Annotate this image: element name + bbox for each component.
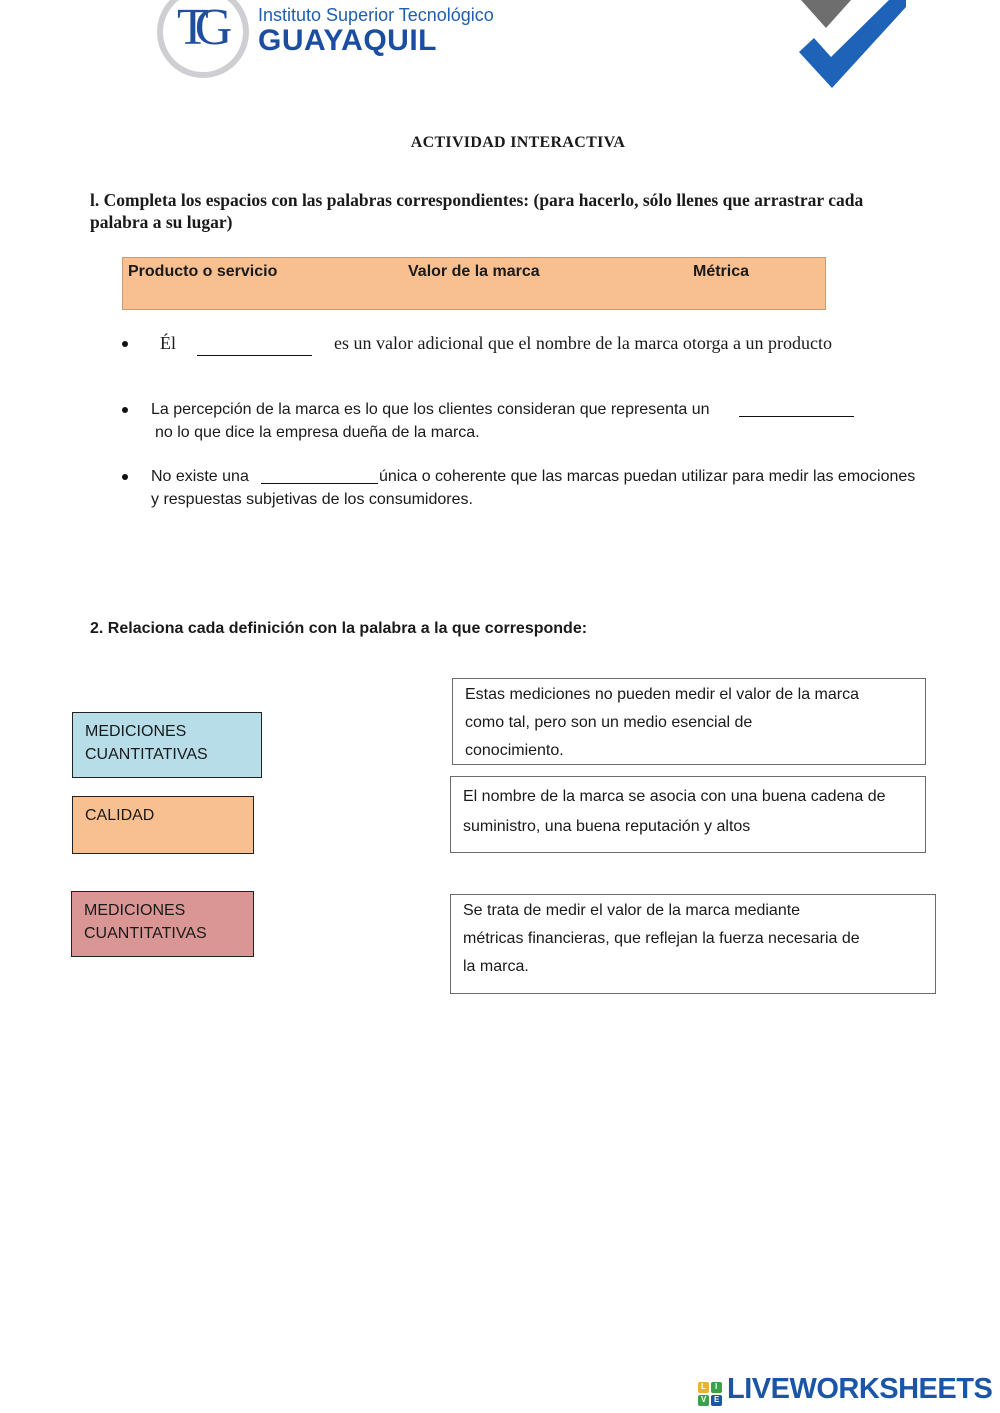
icon-letter: V	[701, 1395, 707, 1404]
item3-line2: y respuestas subjetivas de los consumidores.	[151, 491, 473, 508]
item1-after: es un valor adicional que el nombre de la marca otorga a un producto	[334, 333, 832, 353]
term-line: CUANTITATIVAS	[85, 746, 208, 763]
item2-line1: La percepción de la marca es lo que los clientes consideran que representa un	[151, 401, 710, 418]
page-title: ACTIVIDAD INTERACTIVA	[410, 134, 626, 151]
definition-line: la marca.	[463, 958, 529, 975]
item3-before: No existe una	[151, 468, 249, 485]
liveworksheets-brand: LIVEWORKSHEETS	[727, 1373, 993, 1405]
definition-line: suministro, una buena reputación y altos	[463, 818, 751, 835]
definition-line: Se trata de medir el valor de la marca mediante	[463, 902, 801, 919]
blank-field[interactable]	[261, 483, 378, 484]
blank-field[interactable]	[739, 416, 854, 417]
section2-instruction: 2. Relaciona cada definición con la palabra a la que corresponde:	[90, 620, 588, 637]
term-card-mediciones-cuantitativas-2[interactable]	[71, 891, 254, 957]
definition-box-2[interactable]	[450, 776, 926, 853]
institute-line: Instituto Superior Tecnológico	[258, 5, 494, 25]
term-card-mediciones-cuantitativas[interactable]	[72, 712, 262, 778]
definition-line: como tal, pero son un medio esencial de	[465, 714, 753, 731]
institute-logo	[157, 0, 249, 78]
checkmark-icon	[796, 0, 916, 95]
term-line: MEDICIONES	[84, 902, 186, 919]
term-line: CALIDAD	[85, 807, 155, 824]
definition-line: El nombre de la marca se asocia con una buena cadena de	[463, 788, 886, 805]
liveworksheets-icon	[698, 1382, 722, 1406]
word-bank-item[interactable]: Valor de la marca	[408, 263, 540, 280]
definition-box-1[interactable]	[452, 678, 926, 765]
item3-after: única o coherente que las marcas puedan utilizar para medir las emociones	[379, 468, 916, 485]
word-bank-item[interactable]: Producto o servicio	[128, 263, 278, 280]
word-bank-item[interactable]: Métrica	[693, 263, 750, 280]
institute-name: GUAYAQUIL	[258, 24, 437, 57]
definition-line: conocimiento.	[465, 742, 564, 759]
item1-before: Él	[160, 333, 176, 353]
term-card-calidad[interactable]	[72, 796, 254, 854]
section1-instruction: l. Completa los espacios con las palabras correspondientes: (para hacerlo, sólo llenes que arrastrar cada palabra a su lugar)	[90, 190, 864, 232]
term-line: MEDICIONES	[85, 723, 187, 740]
definition-line: Estas mediciones no pueden medir el valor de la marca	[465, 686, 859, 703]
definition-line: métricas financieras, que reflejan la fuerza necesaria de	[463, 930, 860, 947]
icon-letter: I	[715, 1382, 718, 1391]
word-bank	[122, 257, 826, 310]
definition-box-3[interactable]	[450, 894, 936, 994]
icon-letter: E	[714, 1395, 720, 1404]
blank-field[interactable]	[197, 355, 312, 356]
logo-monogram: TG	[177, 0, 219, 56]
term-line: CUANTITATIVAS	[84, 925, 207, 942]
bullet	[122, 474, 128, 480]
icon-letter: L	[701, 1382, 706, 1391]
item2-line2: no lo que dice la empresa dueña de la marca.	[155, 424, 480, 441]
bullet	[122, 407, 128, 413]
bullet	[122, 341, 128, 347]
